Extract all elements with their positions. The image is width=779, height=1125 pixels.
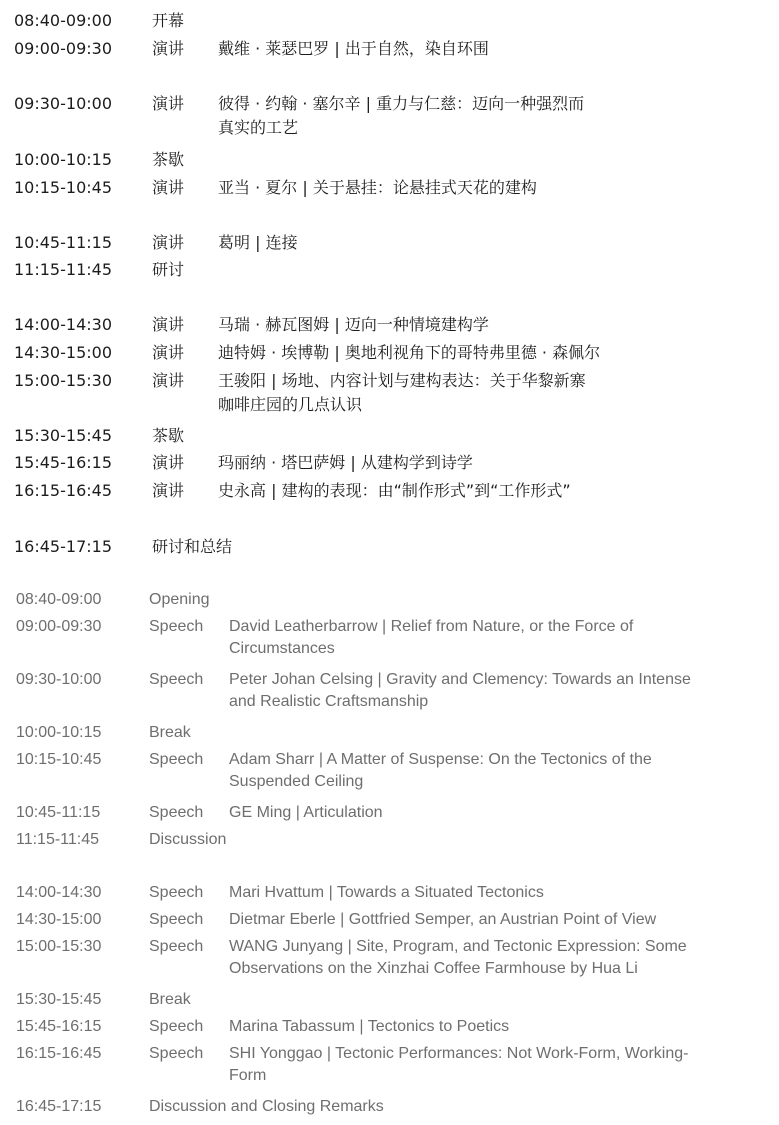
time-slot: 10:00-10:15 <box>14 150 112 169</box>
time-slot: 14:00-14:30 <box>14 315 112 334</box>
session-type: Speech <box>149 804 204 821</box>
time-slot: 15:00-15:30 <box>16 938 102 955</box>
session-title: SHI Yonggao | Tectonic Performances: Not Work-Form, Working- Form <box>229 1045 689 1084</box>
time-slot: 15:00-15:30 <box>14 371 112 390</box>
session-type: Speech <box>149 1045 204 1062</box>
session-type: Break <box>149 724 191 741</box>
time-slot: 11:15-11:45 <box>16 831 100 848</box>
time-slot: 09:00-09:30 <box>16 618 102 635</box>
time-slot: 10:45-11:15 <box>14 233 112 252</box>
session-title: 王骏阳 | 场地、内容计划与建构表达：关于华黎新寨 咖啡庄园的几点认识 <box>218 371 586 414</box>
session-title: Peter Johan Celsing | Gravity and Clemency: Towards an Intense and Realistic Craftsmanship <box>229 671 691 710</box>
time-slot: 16:45-17:15 <box>16 1098 102 1115</box>
session-title: Dietmar Eberle | Gottfried Semper, an Austrian Point of View <box>229 911 657 928</box>
session-type: 研讨和总结 <box>152 537 233 556</box>
session-type: 演讲 <box>152 178 185 197</box>
time-slot: 15:45-16:15 <box>16 1018 102 1035</box>
time-slot: 10:15-10:45 <box>16 751 102 768</box>
time-slot: 09:30-10:00 <box>16 671 102 688</box>
session-type: 茶歇 <box>152 426 185 445</box>
session-title: Marina Tabassum | Tectonics to Poetics <box>229 1018 510 1035</box>
session-type: 开幕 <box>152 11 185 30</box>
session-type: Speech <box>149 1018 204 1035</box>
session-title: Adam Sharr | A Matter of Suspense: On the Tectonics of the Suspended Ceiling <box>229 751 652 790</box>
session-type: 研讨 <box>152 260 185 279</box>
session-title: 戴维 · 莱瑟巴罗 | 出于自然，染自环围 <box>218 39 489 58</box>
session-type: 演讲 <box>152 371 185 390</box>
time-slot: 10:00-10:15 <box>16 724 102 741</box>
time-slot: 15:30-15:45 <box>16 991 102 1008</box>
time-slot: 14:30-15:00 <box>14 343 112 362</box>
time-slot: 16:15-16:45 <box>14 481 112 500</box>
session-title: 彼得 · 约翰 · 塞尔辛 | 重力与仁慈：迈向一种强烈而 真实的工艺 <box>218 94 585 137</box>
session-title: 迪特姆 · 埃博勒 | 奥地利视角下的哥特弗里德 · 森佩尔 <box>218 343 601 362</box>
session-title: 亚当 · 夏尔 | 关于悬挂：论悬挂式天花的建构 <box>218 178 537 197</box>
time-slot: 10:15-10:45 <box>14 178 112 197</box>
session-type: Discussion <box>149 831 227 848</box>
session-type: Speech <box>149 751 204 768</box>
session-type: Speech <box>149 671 204 688</box>
time-slot: 16:45-17:15 <box>14 537 112 556</box>
session-type: Speech <box>149 911 204 928</box>
session-type: 演讲 <box>152 343 185 362</box>
time-slot: 10:45-11:15 <box>16 804 101 821</box>
time-slot: 15:45-16:15 <box>14 453 112 472</box>
time-slot: 08:40-09:00 <box>16 591 102 608</box>
time-slot: 14:00-14:30 <box>16 884 102 901</box>
session-type: 演讲 <box>152 233 185 252</box>
time-slot: 15:30-15:45 <box>14 426 112 445</box>
session-type: Speech <box>149 884 204 901</box>
session-type: 演讲 <box>152 39 185 58</box>
session-type: 演讲 <box>152 315 185 334</box>
session-type: 演讲 <box>152 481 185 500</box>
session-title: 史永高 | 建构的表现：由“制作形式”到“工作形式” <box>218 481 571 500</box>
session-type: 演讲 <box>152 94 185 113</box>
session-title: Mari Hvattum | Towards a Situated Tectonics <box>229 884 544 901</box>
session-type: 茶歇 <box>152 150 185 169</box>
session-title: 玛丽纳 · 塔巴萨姆 | 从建构学到诗学 <box>218 453 473 472</box>
session-type: Speech <box>149 938 204 955</box>
time-slot: 09:30-10:00 <box>14 94 112 113</box>
session-title: 马瑞 · 赫瓦图姆 | 迈向一种情境建构学 <box>218 315 489 334</box>
session-title: David Leatherbarrow | Relief from Nature, or the Force of Circumstances <box>229 618 634 657</box>
session-type: Opening <box>149 591 210 608</box>
session-title: WANG Junyang | Site, Program, and Tectonic Expression: Some Observations on the Xinzhai Coffee Farmhouse by Hua Li <box>229 938 687 977</box>
session-type: Discussion and Closing Remarks <box>149 1098 384 1115</box>
time-slot: 11:15-11:45 <box>14 260 112 279</box>
session-title: 葛明 | 连接 <box>218 233 298 252</box>
session-title: GE Ming | Articulation <box>229 804 383 821</box>
session-type: 演讲 <box>152 453 185 472</box>
session-type: Break <box>149 991 191 1008</box>
time-slot: 09:00-09:30 <box>14 39 112 58</box>
time-slot: 08:40-09:00 <box>14 11 112 30</box>
time-slot: 14:30-15:00 <box>16 911 102 928</box>
session-type: Speech <box>149 618 204 635</box>
time-slot: 16:15-16:45 <box>16 1045 102 1062</box>
